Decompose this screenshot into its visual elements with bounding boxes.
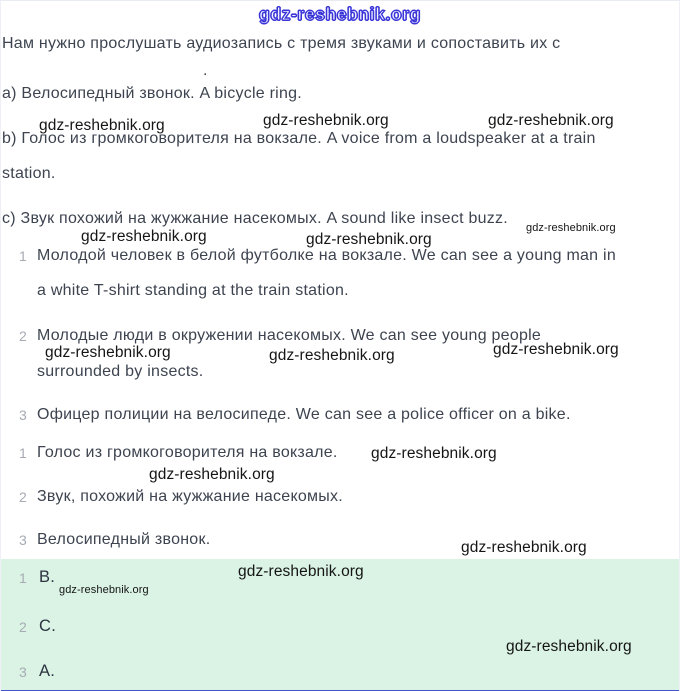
answer-1-letter: B. bbox=[39, 568, 56, 586]
answer-3-marker: 3 bbox=[19, 664, 27, 680]
description-3-line1: Офицер полиции на велосипеде. We can see a police officer on a bike. bbox=[37, 406, 571, 423]
site-watermark: gdz-reshebnik.org bbox=[238, 563, 364, 580]
description-2-line2: surrounded by insects. bbox=[37, 363, 204, 380]
site-watermark: gdz-reshebnik.org bbox=[39, 117, 165, 134]
answer-2-letter: C. bbox=[39, 617, 57, 635]
site-watermark: gdz-reshebnik.org bbox=[269, 347, 395, 364]
site-watermark: gdz-reshebnik.org bbox=[149, 466, 275, 483]
answer-1-marker: 1 bbox=[19, 570, 27, 586]
site-watermark: gdz-reshebnik.org bbox=[81, 228, 207, 245]
sound-1-marker: 1 bbox=[19, 445, 27, 461]
site-watermark: gdz-reshebnik.org bbox=[371, 445, 497, 462]
answer-2-marker: 2 bbox=[19, 619, 27, 635]
site-watermark-header: gdz-reshebnik.org bbox=[259, 4, 421, 24]
site-watermark: gdz-reshebnik.org bbox=[461, 539, 587, 556]
site-watermark: gdz-reshebnik.org bbox=[493, 341, 619, 358]
sound-1-text: Голос из громкоговорителя на вокзале. bbox=[37, 444, 338, 461]
site-watermark: gdz-reshebnik.org bbox=[59, 584, 149, 596]
description-3-marker: 3 bbox=[19, 407, 27, 423]
sound-3-marker: 3 bbox=[19, 532, 27, 548]
option-b-line2: station. bbox=[2, 165, 56, 182]
site-watermark: gdz-reshebnik.org bbox=[506, 638, 632, 655]
option-c: c) Звук похожий на жужжание насекомых. A sound like insect buzz. bbox=[2, 210, 508, 227]
site-watermark: gdz-reshebnik.org bbox=[488, 112, 614, 129]
description-2-marker: 2 bbox=[19, 328, 27, 344]
task-intro: Нам нужно прослушать аудиозапись с тремя звуками и сопоставить их с bbox=[2, 35, 561, 52]
site-watermark: gdz-reshebnik.org bbox=[45, 344, 171, 361]
option-a: a) Велосипедный звонок. A bicycle ring. bbox=[2, 85, 302, 102]
answer-3-letter: A. bbox=[39, 662, 56, 680]
description-1-line2: a white T-shirt standing at the train station. bbox=[37, 282, 349, 299]
sound-2-text: Звук, похожий на жужжание насекомых. bbox=[37, 488, 343, 505]
option-b-line1: b) Голос из громкоговорителя на вокзале. A voice from a loudspeaker at a train bbox=[2, 130, 596, 147]
description-1-line1: Молодой человек в белой футболке на вокзале. We can see a young man in bbox=[37, 247, 616, 264]
description-1-marker: 1 bbox=[19, 248, 27, 264]
site-watermark: gdz-reshebnik.org bbox=[263, 112, 389, 129]
description-2-line1: Молодые люди в окружении насекомых. We can see young people bbox=[37, 327, 542, 344]
site-watermark: gdz-reshebnik.org bbox=[526, 222, 616, 234]
task-intro-period: . bbox=[203, 62, 208, 79]
site-watermark: gdz-reshebnik.org bbox=[306, 231, 432, 248]
sound-2-marker: 2 bbox=[19, 489, 27, 505]
sound-3-text: Велосипедный звонок. bbox=[37, 531, 211, 548]
